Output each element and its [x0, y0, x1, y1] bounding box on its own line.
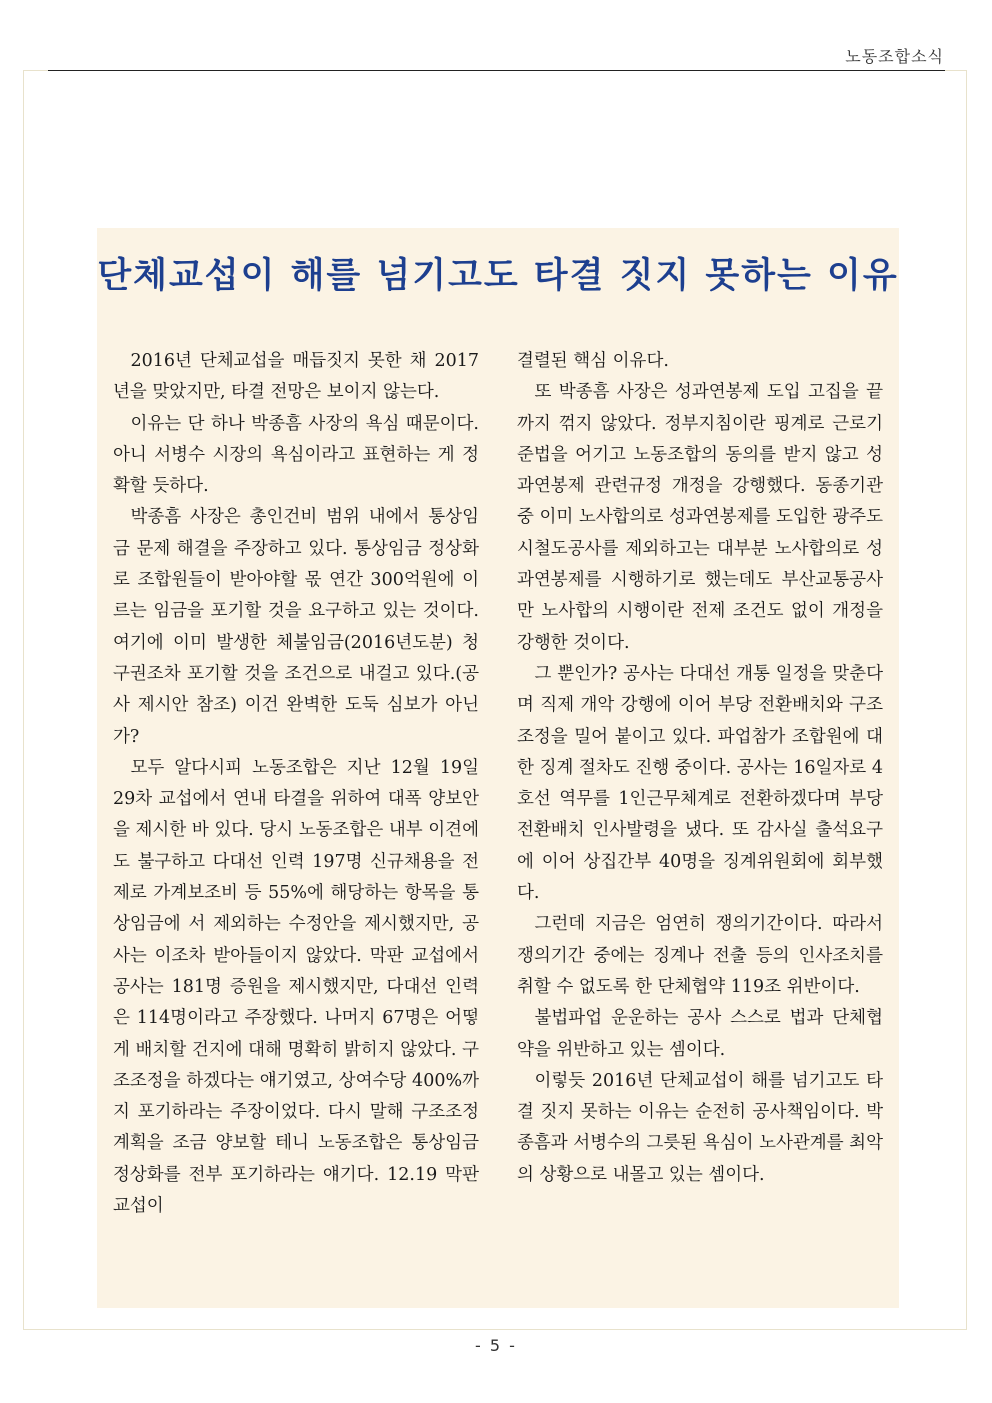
paragraph: 박종흠 사장은 총인건비 범위 내에서 통상임금 문제 해결을 주장하고 있다. 통상임금 정상화로 조합원들이 받아야할 몫 연간 300억원에 이르는 임금을 포기할 것을 요구하고 있는 것이다. 여기에 이미 발생한 체불임금(2016년도분) 청구권조차 포기할 것을 조건으로 내걸고 있다.(공사 제시안 참조) 이건 완벽한 도둑 심보가 아닌가?: [113, 507, 479, 747]
article-column-right: [517, 346, 883, 1191]
paragraph: 불법파업 운운하는 공사 스스로 법과 단체협약을 위반하고 있는 셈이다.: [517, 1008, 883, 1060]
paragraph-continued: 결렬된 핵심 이유다.: [517, 351, 669, 371]
article-box: [97, 228, 899, 1308]
paragraph: 그 뿐인가? 공사는 다대선 개통 일정을 맞춘다며 직제 개악 강행에 이어 부당 전환배치와 구조조정을 밀어 붙이고 있다. 파업참가 조합원에 대한 징계 절차도 진행 중이다. 공사는 16일자로 4호선 역무를 1인근무체계로 전환하겠다며 부당 전환배치 인사발령을 냈다. 또 감사실 출석요구에 이어 상집간부 40명을 징계위원회에 회부했다.: [517, 663, 883, 904]
article-column-left: [113, 346, 479, 1222]
paragraph: 2016년 단체교섭을 매듭짓지 못한 채 2017년을 맞았지만, 타결 전망은 보이지 않는다.: [113, 351, 479, 403]
paragraph: 그런데 지금은 엄연히 쟁의기간이다. 따라서 쟁의기간 중에는 징계나 전출 등의 인사조치를 취할 수 없도록 한 단체협약 119조 위반이다.: [517, 914, 883, 997]
header-rule: [48, 70, 945, 71]
article-title: 단체교섭이 해를 넘기고도 타결 짓지 못하는 이유: [97, 255, 899, 296]
header-title: 노동조합소식: [845, 47, 944, 66]
paragraph: 이렇듯 2016년 단체교섭이 해를 넘기고도 타결 짓지 못하는 이유는 순전히 공사책임이다. 박종흠과 서병수의 그릇된 욕심이 노사관계를 최악의 상황으로 내몰고 있는 셈이다.: [517, 1070, 883, 1185]
paragraph: 또 박종흠 사장은 성과연봉제 도입 고집을 끝까지 꺾지 않았다. 정부지침이란 핑계로 근로기준법을 어기고 노동조합의 동의를 받지 않고 성과연봉제 관련규정 개정을 강행했다. 동종기관 중 이미 노사합의로 성과연봉제를 도입한 광주도시철도공사를 제외하고는 대부분 노사합의로 성과연봉제를 시행하기로 했는데도 부산교통공사만 노사합의 시행이란 전제 조건도 없이 개정을 강행한 것이다.: [517, 382, 883, 653]
page-number: - 5 -: [475, 1336, 517, 1355]
paragraph: 모두 알다시피 노동조합은 지난 12월 19일 29차 교섭에서 연내 타결을 위하여 대폭 양보안을 제시한 바 있다. 당시 노동조합은 내부 이견에도 불구하고 다대선 인력 197명 신규채용을 전제로 가계보조비 등 55%에 해당하는 항목을 통상임금에 서 제외하는 수정안을 제시했지만, 공사는 이조차 받아들이지 않았다. 막판 교섭에서 공사는 181명 증원을 제시했지만, 다대선 인력은 114명이라고 주장했다. 나머지 67명은 어떻게 배치할 건지에 대해 명확히 밝히지 않았다. 구조조정을 하겠다는 얘기였고, 상여수당 400%까지 포기하라는 주장이었다. 다시 말해 구조조정 계획을 조금 양보할 테니 노동조합은 통상임금 정상화를 전부 포기하라는 얘기다. 12.19 막판교섭이: [113, 757, 479, 1217]
paragraph: 이유는 단 하나 박종흠 사장의 욕심 때문이다. 아니 서병수 시장의 욕심이라고 표현하는 게 정확할 듯하다.: [113, 413, 479, 497]
